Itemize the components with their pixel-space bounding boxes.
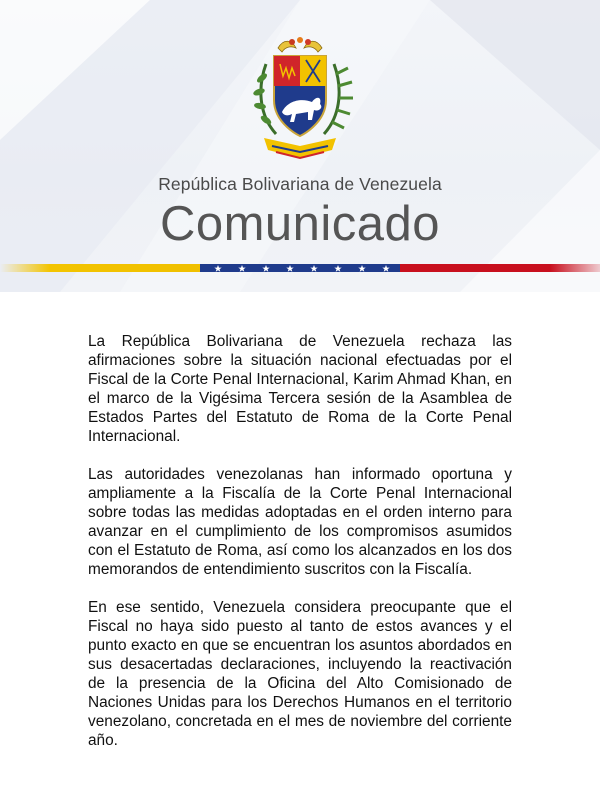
paragraph-1: La República Bolivariana de Venezuela rechaza las afirmaciones sobre la situación nacional efectuadas por el Fiscal de la Corte Penal Internacional, Karim Ahmad Khan, en el marco de la Vigésima Tercera sesión de la Asamblea de Estados Partes del Estatuto de Roma de la Corte Penal Internacional. xyxy=(88,333,512,445)
flag-yellow-band xyxy=(0,264,200,272)
country-name: República Bolivariana de Venezuela xyxy=(158,174,442,194)
paragraph-3: En ese sentido, Venezuela considera preocupante que el Fiscal no haya sido puesto al tanto de estos avances y el punto exacto en que se encuentran los asuntos abordados en sus desacertadas declaraciones, incluyendo la reactivación de la presencia de la Oficina del Alto Comisionado de Naciones Unidas para los Derechos Humanos en el territorio venezolano, concretada en el mes de noviembre del corriente año. xyxy=(88,599,512,749)
statement-body xyxy=(88,332,512,769)
flag-red-band xyxy=(400,264,600,272)
flag-stripe xyxy=(0,264,600,272)
stars-icon xyxy=(200,264,400,272)
page-title: Comunicado xyxy=(159,197,441,251)
paragraph-2: Las autoridades venezolanas han informado oportuna y ampliamente a la Fiscalía de la Corte Penal Internacional sobre todas las medidas adoptadas en el orden interno para avanzar en el cumplimiento de los compromisos asumidos con el Estatuto de Roma, así como los alcanzados en los dos memorandos de entendimiento suscritos con la Fiscalía. xyxy=(88,466,512,578)
header-banner xyxy=(0,0,600,292)
coat-of-arms-icon xyxy=(240,34,360,166)
